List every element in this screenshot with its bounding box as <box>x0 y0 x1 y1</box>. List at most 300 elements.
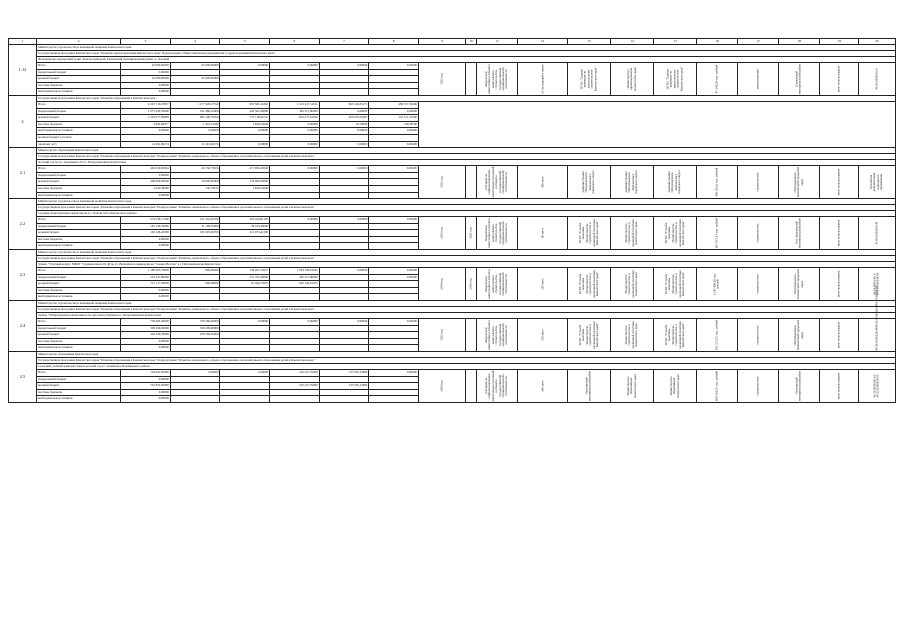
budget-value <box>369 243 419 250</box>
object-attribute-text: иное использование <box>836 372 841 400</box>
budget-source-label: федеральный бюджет <box>37 69 121 76</box>
object-attribute-cell <box>518 166 568 199</box>
object-attribute-cell <box>697 63 738 96</box>
block-header-text: Государственная программа Камчатского края "Развитие образования в Камчатском крае" Подпрограмма "Развитие дошкольного, общего образования и дополнительного образования детей в Камчатском крае" <box>37 307 896 313</box>
budget-value <box>319 134 369 141</box>
column-number: 18 <box>779 39 820 45</box>
budget-table-sheet <box>8 38 896 403</box>
budget-value <box>270 76 320 83</box>
budget-value: 0,00000 <box>319 141 369 148</box>
object-attribute-cell <box>697 370 738 403</box>
budget-value: 0,00000 <box>270 121 320 128</box>
object-attribute-text: строительство <box>755 325 760 345</box>
budget-row <box>9 370 896 377</box>
object-attribute-cell <box>418 217 465 250</box>
budget-row <box>9 319 896 326</box>
budget-value: 0,00000 <box>121 389 171 396</box>
column-number: 19 <box>820 39 859 45</box>
object-attribute-cell <box>738 63 779 96</box>
block-header-text: Государственная программа Камчатского края "Развитие образования в Камчатском крае" Подпрограмма "Развитие дошкольного, общего образования и дополнительного образования детей в Камчатском крае" <box>37 154 896 160</box>
object-attribute-text: Бюджетные инвестиции в объекты капитального строительства государственной (муниципальной) собственности <box>484 320 509 350</box>
budget-value: 139 405,13657 <box>220 268 270 275</box>
budget-source-label: Итого <box>37 370 121 377</box>
budget-value <box>319 396 369 403</box>
block-number: 2.2 <box>9 199 37 250</box>
budget-value <box>121 134 171 141</box>
block-number: 2.1 <box>9 148 37 199</box>
budget-value: 0,00000 <box>319 128 369 135</box>
budget-value <box>170 134 220 141</box>
budget-value: 535 595,15800 <box>319 383 369 390</box>
object-attribute-text: Администрация Петропавловск-Камчатского городского округа <box>667 170 682 195</box>
object-attribute-cell <box>418 63 465 96</box>
object-attribute-cell <box>654 63 697 96</box>
budget-value <box>369 223 419 230</box>
budget-value: 0,00000 <box>319 268 369 275</box>
object-attribute-cell <box>518 63 568 96</box>
block-header-text: Государственная программа Камчатского края "Развитие образования в Камчатском крае" <box>37 95 896 101</box>
budget-value: 0,00000 <box>369 108 419 115</box>
column-number: 10 <box>466 39 477 45</box>
budget-value: 0,00000 <box>121 338 171 345</box>
budget-value <box>369 76 419 83</box>
object-attribute-text: КГКУ "Служба заказчика Министерства строительства и жилищной политики Камчатского края" <box>664 270 686 298</box>
object-attribute-cell <box>567 217 610 250</box>
object-attribute-text: реконструкция <box>755 69 760 89</box>
budget-value: 853 277,61956 <box>270 115 320 122</box>
object-attribute-text: 41:22:0010106:11-41:22:0010106:15 <box>872 374 881 398</box>
object-attribute-cell <box>820 63 859 96</box>
budget-value: 0,00000 <box>121 345 171 352</box>
budget-value: 1 177 328,27762 <box>170 101 220 108</box>
budget-value <box>270 89 320 96</box>
budget-source-label: федеральный бюджет <box>37 223 121 230</box>
budget-value <box>369 383 419 390</box>
budget-source-label: местные бюджеты <box>37 82 121 89</box>
object-attribute-text: КГКУ "Служба заказчика Министерства строительства и жилищной политики Камчатского края" <box>577 321 599 349</box>
column-number: 14 <box>610 39 653 45</box>
budget-value <box>369 172 419 179</box>
budget-value <box>319 376 369 383</box>
budget-source-label: прошлых лет) <box>37 141 121 148</box>
budget-value: 5 105 977,90883 <box>121 115 171 122</box>
block-header-text: Государственная программа Камчатского края "Развитие здравоохранения Камчатского края" Подпрограмма "Инвестиционные мероприятия в здравоохранении Камчатского края" <box>37 51 896 57</box>
budget-value: 45 000,00000 <box>121 76 171 83</box>
object-attribute-cell <box>697 319 738 352</box>
budget-value <box>369 396 419 403</box>
budget-value: 0,00000 <box>121 376 171 383</box>
budget-value: 0,00000 <box>121 89 171 96</box>
block-header-text: Министерство строительства и жилищной политики Камчатского края <box>37 250 896 256</box>
budget-value <box>369 82 419 89</box>
budget-source-label: федеральный бюджет <box>37 274 121 281</box>
budget-value: 985 190,76059 <box>170 115 220 122</box>
budget-value <box>170 389 220 396</box>
object-attribute-cell <box>859 286 896 352</box>
budget-value <box>220 69 270 76</box>
column-number: 17 <box>738 39 779 45</box>
object-attribute-cell <box>738 166 779 199</box>
budget-value: 0,00000 <box>369 63 419 70</box>
object-attribute-cell <box>418 319 465 352</box>
column-number: 20 <box>859 39 896 45</box>
object-attribute-cell <box>567 319 610 352</box>
budget-value: 574 558,15300 <box>121 217 171 224</box>
object-attribute-cell <box>567 166 610 199</box>
object-attribute-text: Проектная документация повторного применения <box>869 172 884 192</box>
object-attribute-cell <box>567 63 610 96</box>
object-attribute-cell <box>820 268 859 301</box>
budget-value: 45 000,00000 <box>170 76 220 83</box>
block-header-text: Сельский учебный комплекс школа-детский сад в с. Каменское Пенжинского района <box>37 364 896 370</box>
object-attribute-cell <box>820 166 859 199</box>
budget-value <box>270 287 320 294</box>
budget-value: 0,00000 <box>170 128 220 135</box>
object-attribute-text: 2022 год <box>439 329 444 341</box>
object-attribute-text: Бюджетные инвестиции в объекты капитального строительства государственной (муниципальной) собственности <box>484 269 509 299</box>
budget-value: 20 000,00000 <box>170 179 220 186</box>
object-attribute-text: 667 857,13 тыс. рублей <box>714 218 719 249</box>
budget-value: 0,00000 <box>369 319 419 326</box>
budget-source-label: федеральный бюджет <box>37 325 121 332</box>
budget-value: 749,28700 <box>369 121 419 128</box>
column-number: 2 <box>37 39 121 45</box>
budget-value <box>319 287 369 294</box>
budget-value <box>270 69 320 76</box>
object-attribute-cell <box>779 63 820 96</box>
budget-value: 251 202,26700 <box>170 217 220 224</box>
object-attribute-text: Петропавловск-Камчатский городской округ <box>793 269 804 299</box>
budget-value: 303 244,81100 <box>220 217 270 224</box>
budget-value <box>369 287 419 294</box>
object-attribute-cell <box>418 166 465 199</box>
budget-value <box>319 325 369 332</box>
budget-source-label: внебюджетные источники <box>37 294 121 301</box>
object-attribute-text: КГКУ "Служба заказчика Министерства строительства и жилищной политики Камчатского края" <box>664 219 686 247</box>
budget-value: 960,00000 <box>170 281 220 288</box>
budget-value: 0,00000 <box>121 69 171 76</box>
budget-value: 1 215 417,51161 <box>270 101 320 108</box>
block-header-text: Министерство строительства и жилищной политики Камчатского края <box>37 301 896 307</box>
budget-value <box>220 325 270 332</box>
budget-source-label: Итого <box>37 217 121 224</box>
budget-value: 0,00000 <box>369 141 419 148</box>
budget-value: 309 299,90000 <box>121 325 171 332</box>
budget-value <box>270 294 320 301</box>
column-number: 3 <box>121 39 171 45</box>
budget-value: 0,00000 <box>121 128 171 135</box>
budget-value <box>220 134 270 141</box>
budget-value: 31 109,70000 <box>170 223 220 230</box>
object-attribute-text: 1 245 499,95 тыс. рублей <box>712 272 721 296</box>
budget-value: 0,00000 <box>170 370 220 377</box>
budget-value: 0,00000 <box>270 217 320 224</box>
budget-value: 0,00000 <box>369 274 419 281</box>
budget-value: 463 010,65094 <box>121 166 171 173</box>
object-attribute-cell <box>859 166 896 199</box>
budget-value <box>270 179 320 186</box>
budget-value: 191 489,10000 <box>170 108 220 115</box>
object-attribute-cell <box>518 319 568 352</box>
object-attribute-cell <box>610 217 653 250</box>
budget-value <box>319 294 369 301</box>
budget-value <box>270 338 320 345</box>
budget-row <box>9 166 896 173</box>
object-attribute-cell <box>779 370 820 403</box>
object-attribute-text: КГКУ "Единая дирекция по капитальному строительству Камчатского края" <box>665 66 684 92</box>
object-attribute-cell <box>518 217 568 250</box>
column-number: 4 <box>170 39 220 45</box>
budget-value <box>170 172 220 179</box>
budget-source-label: федеральный бюджет <box>37 108 121 115</box>
block-header-text: Министерство строительства и жилищной политики Камчатского края <box>37 199 896 205</box>
object-attribute-cell <box>418 268 465 301</box>
object-attribute-text: КГКУ "Единая дирекция по капитальному строительству Камчатского края" <box>579 66 598 92</box>
budget-value: 458 169,56000 <box>170 332 220 339</box>
budget-value <box>369 230 419 237</box>
object-attribute-cell <box>738 217 779 250</box>
budget-value: 0,00000 <box>270 63 320 70</box>
budget-value <box>270 325 320 332</box>
block-number: 2 <box>9 95 37 147</box>
budget-value <box>270 396 320 403</box>
budget-value <box>220 383 270 390</box>
budget-value: 0,00000 <box>369 166 419 173</box>
object-attribute-cell <box>738 370 779 403</box>
budget-source-label: местные бюджеты <box>37 389 121 396</box>
object-attribute-text: 2024 год <box>439 380 444 392</box>
budget-source-label: краевой бюджет <box>37 332 121 339</box>
object-attribute-text: Усть-Камчатский муниципальный район <box>794 218 803 249</box>
object-attribute-cell <box>697 217 738 250</box>
object-attribute-text: 2022 год <box>439 176 444 188</box>
budget-value: 0,00000 <box>121 287 171 294</box>
object-attribute-cell <box>477 268 518 301</box>
object-attribute-text: 41:01:0010128:6441:01:0010128:6441:01:0010128 <box>874 286 879 351</box>
budget-value <box>170 82 220 89</box>
object-attribute-text: 240 мест <box>539 380 544 392</box>
object-attribute-text: Бюджетные инвестиции в объекты капитального строительства государственной (муниципальной) собственности <box>484 64 509 94</box>
object-attribute-text: Елизовский муниципальный район <box>794 63 803 95</box>
column-number: 8 <box>369 39 419 45</box>
column-number: 15 <box>654 39 697 45</box>
block-header-text: Здание "Общеобразовательная школа по проспекту Рыбаков в г. Петропавловске-Камчатском <box>37 313 896 319</box>
budget-value <box>319 179 369 186</box>
budget-value: 0,00000 <box>121 192 171 199</box>
object-attribute-cell <box>654 217 697 250</box>
budget-value: 0,00000 <box>220 319 270 326</box>
budget-value: 758 469,46000 <box>121 319 171 326</box>
block-header-text: Министерство образования Камчатского края <box>37 352 896 358</box>
object-attribute-text: иное использование <box>836 270 841 298</box>
budget-value <box>369 185 419 192</box>
budget-value <box>170 345 220 352</box>
object-attribute-cell <box>820 217 859 250</box>
budget-source-label: местные бюджеты <box>37 121 121 128</box>
object-attribute-text: Администрация Петропавловск-Камчатского городского округа <box>581 170 596 195</box>
budget-value <box>220 338 270 345</box>
budget-value <box>170 69 220 76</box>
budget-value: 745 822,85800 <box>121 383 171 390</box>
budget-value <box>270 243 320 250</box>
object-attribute-text: Администрация Петропавловск-Камчатского городского округа <box>624 170 639 195</box>
object-attribute-cell <box>477 217 518 250</box>
object-attribute-cell <box>779 217 820 250</box>
budget-value: 231 790,40000 <box>220 274 270 281</box>
budget-value <box>270 230 320 237</box>
budget-value: 21 491,90274 <box>121 141 171 148</box>
budget-value: 0,00000 <box>319 319 369 326</box>
budget-source-label: Итого <box>37 101 121 108</box>
budget-value <box>319 69 369 76</box>
budget-value <box>270 134 320 141</box>
object-attribute-cell <box>654 319 697 352</box>
budget-value: 21 491,90274 <box>170 141 220 148</box>
object-attribute-text: Министерство образования Камчатского края <box>669 374 680 398</box>
budget-value: 997 301,24265 <box>220 101 270 108</box>
budget-value <box>369 179 419 186</box>
object-attribute-text: Министерство строительства и жилищной политики Камчатского края <box>624 219 639 247</box>
object-attribute-cell <box>477 319 518 352</box>
budget-value <box>319 338 369 345</box>
budget-value: 39 163,40000 <box>220 223 270 230</box>
object-attribute-cell <box>610 319 653 352</box>
budget-value <box>170 192 220 199</box>
column-number: 1 <box>9 39 37 45</box>
budget-value <box>369 192 419 199</box>
budget-value: 489 357,59200 <box>369 101 419 108</box>
budget-value: 0,00000 <box>319 108 369 115</box>
object-attribute-cell <box>654 268 697 301</box>
object-attribute-cell <box>466 319 477 352</box>
budget-source-label: Итого <box>37 319 121 326</box>
object-attribute-text: 868 324,55 тыс. рублей <box>714 370 719 402</box>
budget-value <box>319 389 369 396</box>
object-attribute-cell <box>697 268 738 301</box>
object-attribute-cell <box>518 370 568 403</box>
budget-source-label: внебюджетные источники <box>37 396 121 403</box>
object-attribute-text: иное использование <box>836 321 841 349</box>
budget-value <box>270 192 320 199</box>
budget-value: 181 093,26700 <box>170 230 220 237</box>
budget-value <box>369 294 419 301</box>
object-attribute-text: строительство <box>755 274 760 294</box>
budget-value <box>369 389 419 396</box>
budget-value: 0,00000 <box>220 141 270 148</box>
budget-value: 659 076,59487 <box>319 115 369 122</box>
budget-value <box>270 82 320 89</box>
budget-value: 0,00000 <box>121 236 171 243</box>
object-attribute-text: иное использование <box>836 65 841 93</box>
budget-source-label: краевой бюджет <box>37 76 121 83</box>
budget-value: 449 169,56000 <box>121 332 171 339</box>
budget-row <box>9 268 896 275</box>
block-header-text: Министерство образования Камчатского края <box>37 148 896 154</box>
budget-value: 1 003 186,61181 <box>270 268 320 275</box>
budget-value: 220 561,80000 <box>220 108 270 115</box>
object-attribute-text: Пенжинский муниципальный район <box>584 370 592 402</box>
block-header-text: Министерство строительства и жилищной политики Камчатского края <box>37 45 896 51</box>
budget-source-label: краевой бюджет <box>37 230 121 237</box>
budget-value: 0,00000 <box>121 82 171 89</box>
budget-value: 1 859,23046 <box>220 121 270 128</box>
object-attribute-cell <box>477 370 518 403</box>
budget-value <box>369 281 419 288</box>
budget-source-label: краевой бюджет <box>37 281 121 288</box>
budget-value: 471 856,29046 <box>220 166 270 173</box>
object-attribute-text: 180 мест <box>539 176 544 188</box>
object-attribute-cell <box>466 217 477 250</box>
object-attribute-cell <box>610 63 653 96</box>
budget-value <box>220 82 270 89</box>
object-attribute-text: Петропавловск-Камчатский городской округ <box>793 167 804 198</box>
budget-value <box>369 338 419 345</box>
budget-value <box>220 389 270 396</box>
budget-value <box>170 243 220 250</box>
budget-source-label: внебюджетные источники <box>37 128 121 135</box>
budget-value: 0,00000 <box>369 217 419 224</box>
column-number: 6 <box>270 39 320 45</box>
object-attribute-text: иное использование <box>836 168 841 196</box>
object-attribute-cell <box>610 166 653 199</box>
budget-source-label: краевой бюджет <box>37 179 121 186</box>
budget-value <box>270 223 320 230</box>
object-attribute-cell <box>820 370 859 403</box>
budget-value: 0,00000 <box>121 172 171 179</box>
budget-row <box>9 63 896 70</box>
object-attribute-text: 550 мест <box>539 278 544 290</box>
budget-value <box>220 89 270 96</box>
block-header-text: Государственная программа Камчатского края "Развитие образования в Камчатском крае" Подпрограмма "Развитие дошкольного, общего образования и дополнительного образования детей в Камчатском крае" <box>37 358 896 364</box>
budget-value <box>319 345 369 352</box>
budget-value: 3 824,68477 <box>121 121 171 128</box>
block-header-text: Государственная программа Камчатского края "Развитие образования в Камчатском крае" Подпрограмма "Развитие дошкольного, общего образования и дополнительного образования детей в Камчатском крае" <box>37 256 896 262</box>
budget-source-label: федеральный бюджет <box>37 376 121 383</box>
budget-value <box>270 376 320 383</box>
object-attribute-text: 25 посещений в смену <box>539 64 544 94</box>
budget-value: 591 421,80000 <box>121 274 171 281</box>
budget-value: 0,00000 <box>270 319 320 326</box>
budget-value: 960,00000 <box>170 268 220 275</box>
object-attribute-text: Петропавловск-Камчатский городской округ <box>793 320 804 350</box>
budget-value: 0,00000 <box>220 128 270 135</box>
budget-value <box>170 294 220 301</box>
budget-value: 460 000,00000 <box>121 179 171 186</box>
budget-value <box>270 236 320 243</box>
budget-value: 0,00000 <box>121 396 171 403</box>
budget-value <box>170 383 220 390</box>
object-attribute-cell <box>820 319 859 352</box>
budget-value <box>319 230 369 237</box>
budget-value <box>270 185 320 192</box>
object-attribute-text: 2024 год <box>439 278 444 290</box>
object-attribute-text: 2023 год <box>439 227 444 239</box>
object-attribute-text: 2022 год <box>439 73 444 85</box>
budget-value: 665 126,05271 <box>319 101 369 108</box>
budget-value <box>319 223 369 230</box>
object-attribute-cell <box>466 370 477 403</box>
budget-value: 0,00000 <box>220 63 270 70</box>
object-attribute-cell <box>654 370 697 403</box>
budget-value: 91 594,73657 <box>220 281 270 288</box>
empty-attribute-cell <box>418 101 895 147</box>
budget-value: 20 156,73674 <box>170 166 220 173</box>
object-attribute-cell <box>738 268 779 301</box>
budget-value: 0,00000 <box>270 128 320 135</box>
object-attribute-cell <box>697 166 738 199</box>
budget-value: 163 168,45300 <box>121 230 171 237</box>
budget-value <box>319 281 369 288</box>
